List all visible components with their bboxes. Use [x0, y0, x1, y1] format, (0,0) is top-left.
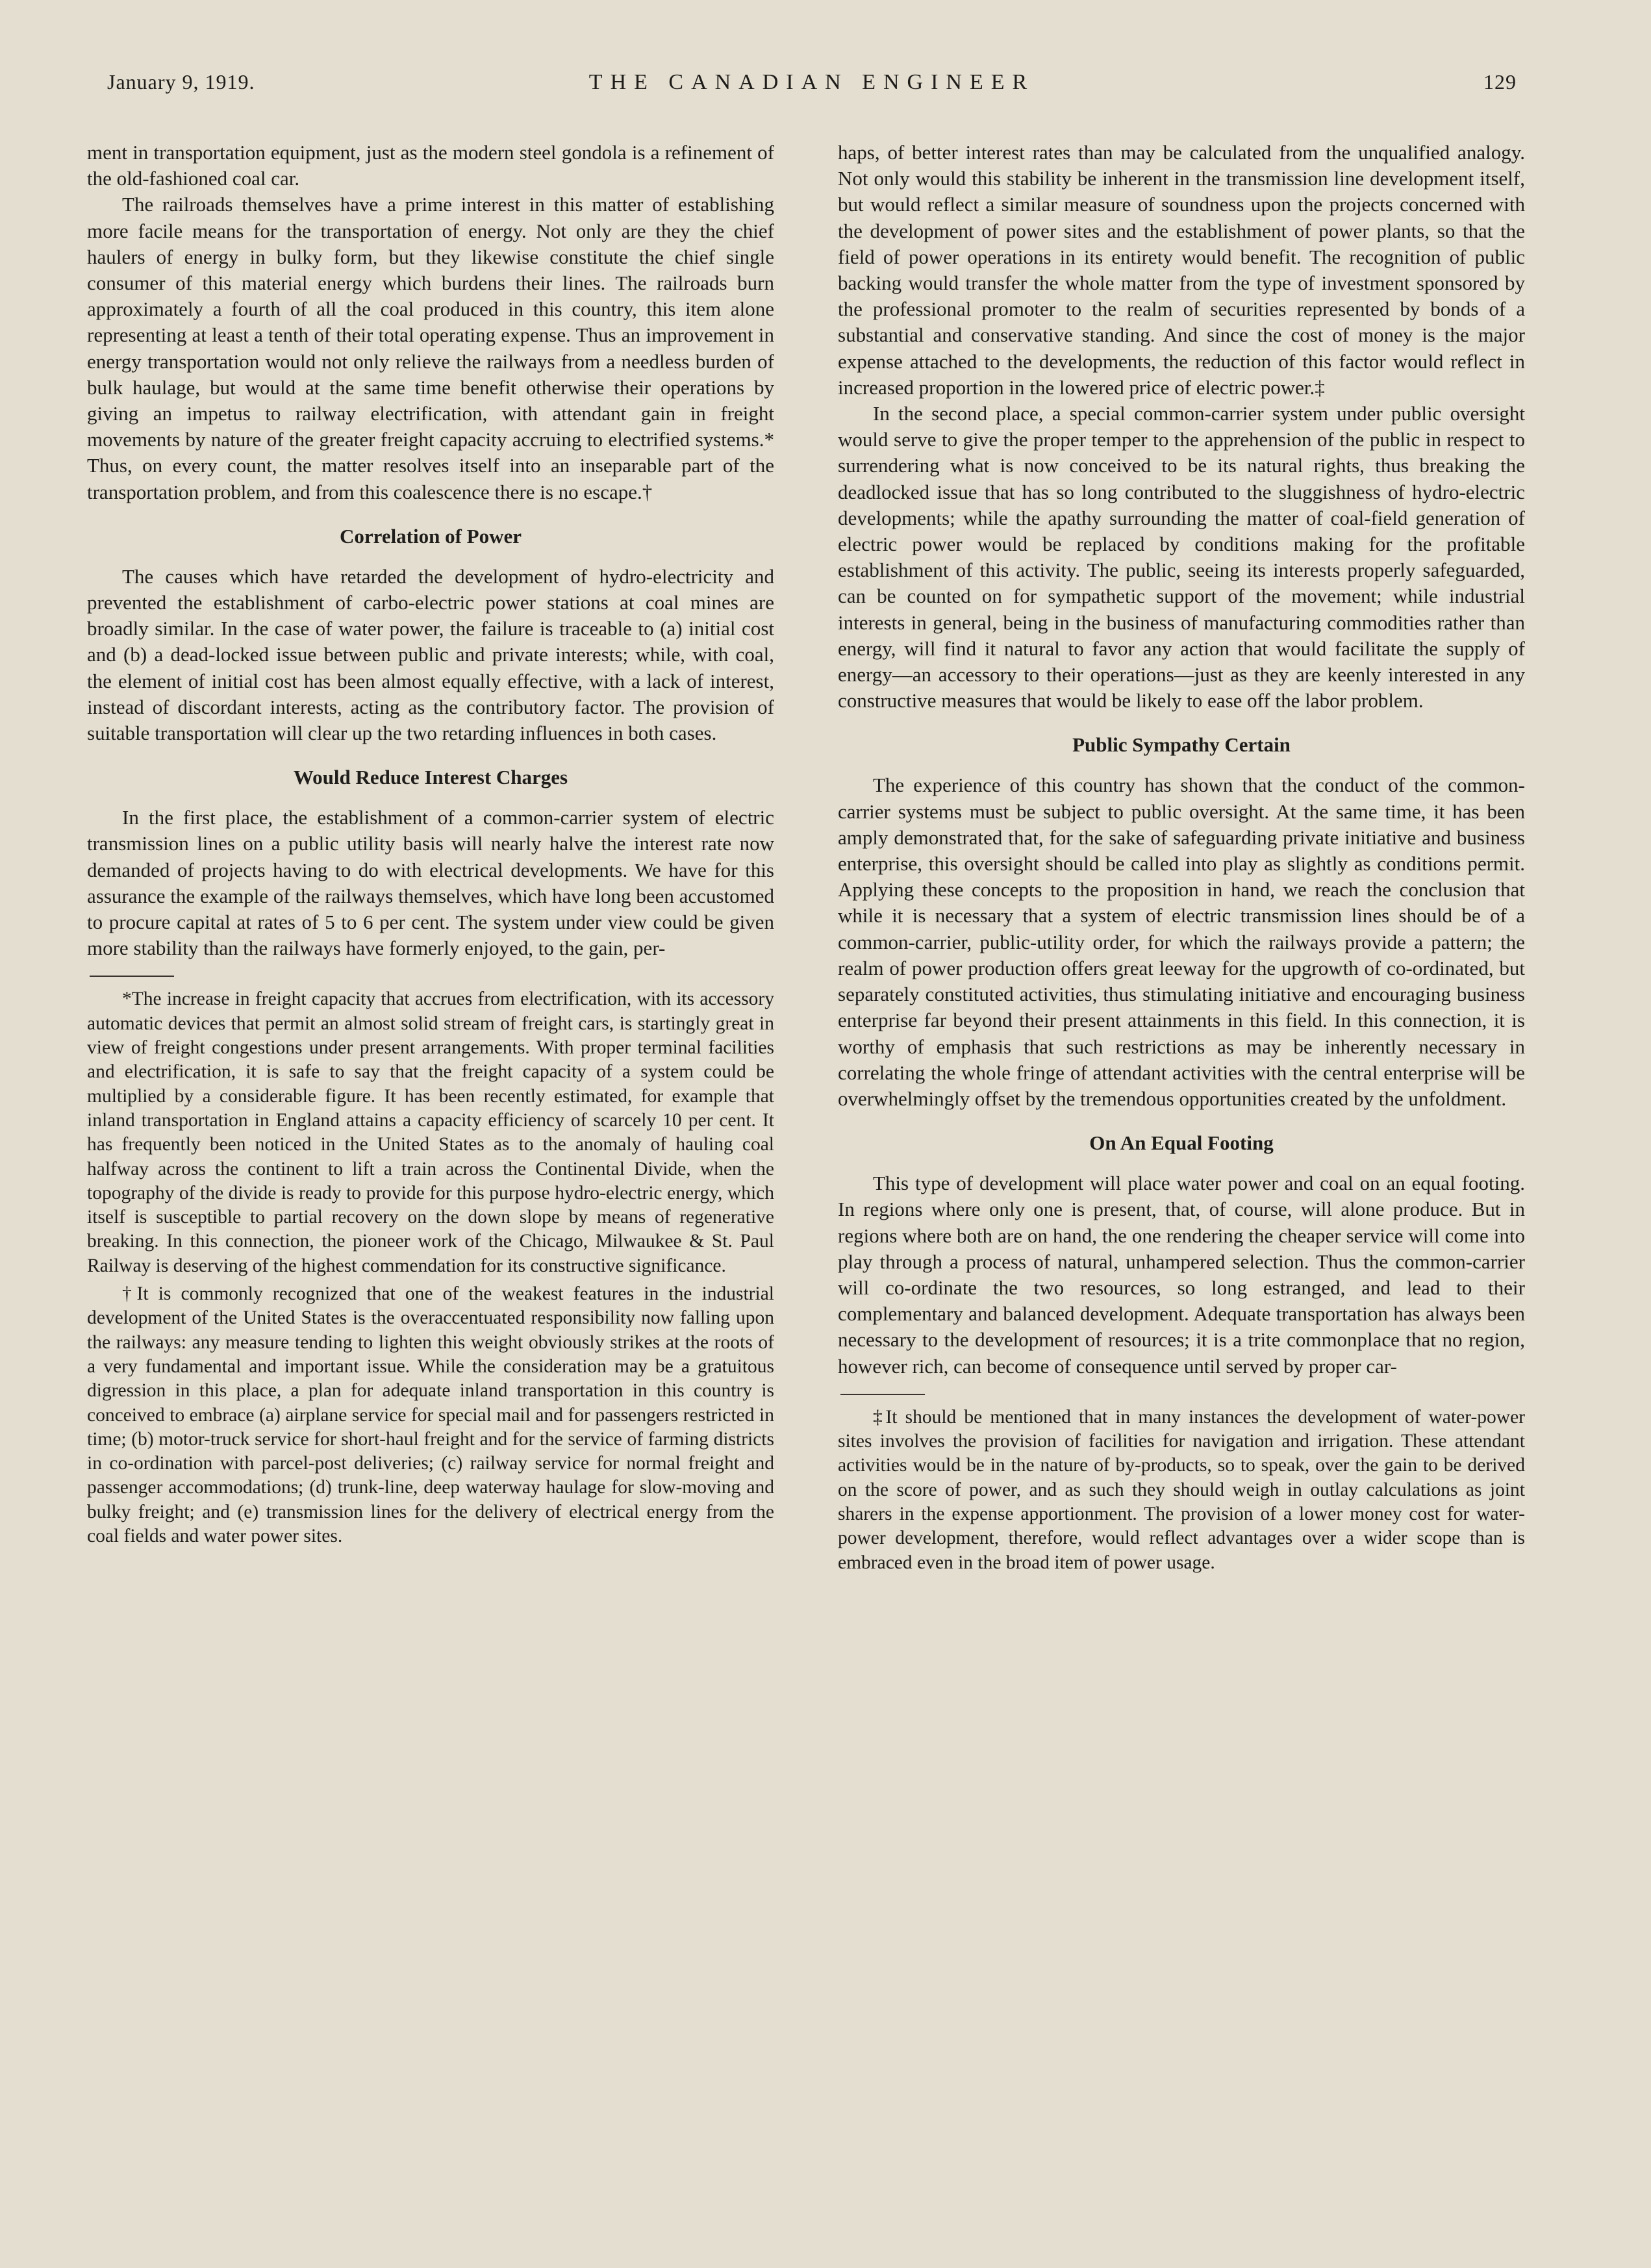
footnote-rule — [90, 976, 174, 977]
section-heading: Correlation of Power — [339, 524, 522, 548]
paragraph: In the first place, the establishment of a common-carrier system of electric transmission lines on a public utility basis will nearly halve the interest rate now demanded of projects having to do with electrical developments. We have for this assurance the example of the railways themselves, which have long been accustomed to procure capital at rates of 5 to 6 per cent. The system under view could be given more stability than the railways have formerly enjoyed, to the gain, per- — [87, 806, 774, 960]
page-number: 129 — [1483, 70, 1517, 94]
journal-title: THE CANADIAN ENGINEER — [588, 70, 1035, 94]
issue-date: January 9, 1919. — [107, 70, 255, 94]
section-heading: On An Equal Footing — [1089, 1131, 1274, 1155]
paragraph: This type of development will place water power and coal on an equal footing. In regions where only one is present, that, of course, will alone produce. But in regions where both are on hand, the one rendering the cheaper service will come into play through a process of natural, unhampered selection. Thus the common-carrier will co-ordinate the two resources, so long estranged, and lead to their complementary and balanced development. Adequate transportation has always been necessary to the development of resources; it is a trite commonplace that no region, however rich, can become of consequence until served by proper car- — [838, 1172, 1525, 1378]
footnote: †It is commonly recognized that one of the weakest features in the industrial development of the United States is the overaccentuated responsibility now falling upon the railways: any measure tending to lighten this weight obviously strikes at the roots of a very fundamental and important issue. While the consideration may be a gratuitous digression in this place, a plan for adequate inland transportation in this country is conceived to embrace (a) airplane service for special mail and for passengers restricted in time; (b) motor-truck service for short-haul freight and for the service of farming districts in co-ordination with parcel-post deliveries; (c) railway service for normal freight and passenger accommodations; (d) trunk-line, deep waterway haulage for slow-moving and bulky freight; and (e) transmission lines for the delivery of electrical energy from the coal fields and water power sites. — [87, 1283, 774, 1547]
footnote: ‡It should be mentioned that in many instances the development of water-power sites involves the provision of facilities for navigation and irrigation. These attendant activities would be in the nature of by-products, so to speak, over the gain to be derived on the score of power, and as such they should weigh in outlay calculations as joint sharers in the expense apportionment. The provision of a lower money cost for water-power development, therefore, would reflect advantages over a wider scope than is embraced even in the broad item of power usage. — [838, 1406, 1525, 1573]
paragraph: In the second place, a special common-carrier system under public oversight would serve to give the proper temper to the apprehension of the public in respect to surrendering what is now conceived to be its natural rights, thus breaking the deadlocked issue that has so long contributed to the sluggishness of hydro-electric developments; while the apathy surrounding the matter of coal-field generation of electric power would be replaced by conditions making for the profitable establishment of this activity. The public, seeing its interests properly safeguarded, can be counted on for sympathetic support of the movement; while industrial interests in general, being in the business of manufacturing commodities rather than energy, will find it natural to favor any action that would facilitate the supply of energy—an accessory to their operations—just as they are keenly interested in any constructive measures that would be likely to ease off the labor problem. — [838, 402, 1525, 712]
paragraph: The experience of this country has shown that the conduct of the common-carrier systems must be subject to public oversight. At the same time, it has been amply demonstrated that, for the sake of safeguarding private initiative and business enterprise, this oversight should be called into play as slightly as conditions permit. Applying these concepts to the proposition in hand, we reach the conclusion that while it is necessary that a system of electric transmission lines should be of a common-carrier, public-utility order, for which the railways provide a pattern; the realm of power production offers great leeway for the upgrowth of co-ordinated, but separately constituted activities, thus stimulating initiative and encouraging business enterprise far beyond their present attainments in this field. In this connection, it is worthy of emphasis that such restrictions as may be inherently necessary in correlating the whole fringe of attendant activities with the central enterprise will be overwhelmingly offset by the tremendous opportunities created by the unfoldment. — [838, 774, 1525, 1110]
paragraph: The causes which have retarded the development of hydro-electricity and prevented the establishment of carbo-electric power stations at coal mines are broadly similar. In the case of water power, the failure is traceable to (a) initial cost and (b) a dead-locked issue between public and private interests; while, with coal, the element of initial cost has been almost equally effective, with a lack of interest, instead of discordant interests, acting as the contributory factor. The provision of suitable transportation will clear up the two retarding influences in both cases. — [87, 564, 774, 745]
footnote-rule — [840, 1394, 925, 1395]
paragraph: ment in transportation equipment, just as the modern steel gondola is a refinement of the old-fashioned coal car. — [87, 141, 774, 190]
left-column — [87, 140, 774, 1548]
section-heading: Public Sympathy Certain — [1072, 733, 1291, 757]
paragraph: The railroads themselves have a prime interest in this matter of establishing more facile means for the transportation of energy. Not only are they the chief haulers of energy in bulky form, but they likewise constitute the chief single consumer of this material energy which burdens their lines. The railroads burn approximately a fourth of all the coal produced in this country, this item alone representing at least a tenth of their total operating expense. Thus an improvement in energy transportation would not only relieve the railways from a needless burden of bulk haulage, but would at the same time benefit otherwise their operations by giving an impetus to railway electrification, with attendant gain in freight movements by nature of the greater freight capacity accruing to electrified systems.* Thus, on every count, the matter resolves itself into an inseparable part of the transportation problem, and from this coalescence there is no escape.† — [87, 193, 774, 503]
footnote: *The increase in freight capacity that accrues from electrification, with its accessory automatic devices that permit an almost solid stream of freight cars, is startingly great in view of freight congestions under present arrangements. With proper terminal facilities and electrification, it is safe to say that the freight capacity of a system could be multiplied by a considerable figure. It has been recently estimated, for example that inland transportation in England attains a capacity efficiency of scarcely 10 per cent. It has frequently been noticed in the United States as to the anomaly of hauling coal halfway across the continent to lift a train across the Continental Divide, when the topography of the divide is ready to provide for this purpose hydro-electric energy, which itself is susceptible to partial recovery on the down slope by means of regenerative breaking. In this connection, the pioneer work of the Chicago, Milwaukee & St. Paul Railway is deserving of the highest commendation for its constructive significance. — [87, 989, 774, 1276]
right-column — [838, 140, 1525, 1575]
paragraph: haps, of better interest rates than may be calculated from the unqualified analogy. Not only would this stability be inherent in the transmission line development itself, but would reflect a similar measure of soundness upon the projects concerned with the development of power sites and the establishment of power plants, so that the field of power operations in its entirety would benefit. The recognition of public backing would transfer the whole matter from the type of investment sponsored by the professional promoter to the realm of securities represented by bonds of a substantial and conservative standing. And since the cost of money is the major expense attached to the developments, the reduction of this factor would reflect in increased proportion in the lowered price of electric power.‡ — [838, 141, 1525, 399]
section-heading: Would Reduce Interest Charges — [293, 766, 568, 789]
running-head — [107, 70, 1517, 109]
